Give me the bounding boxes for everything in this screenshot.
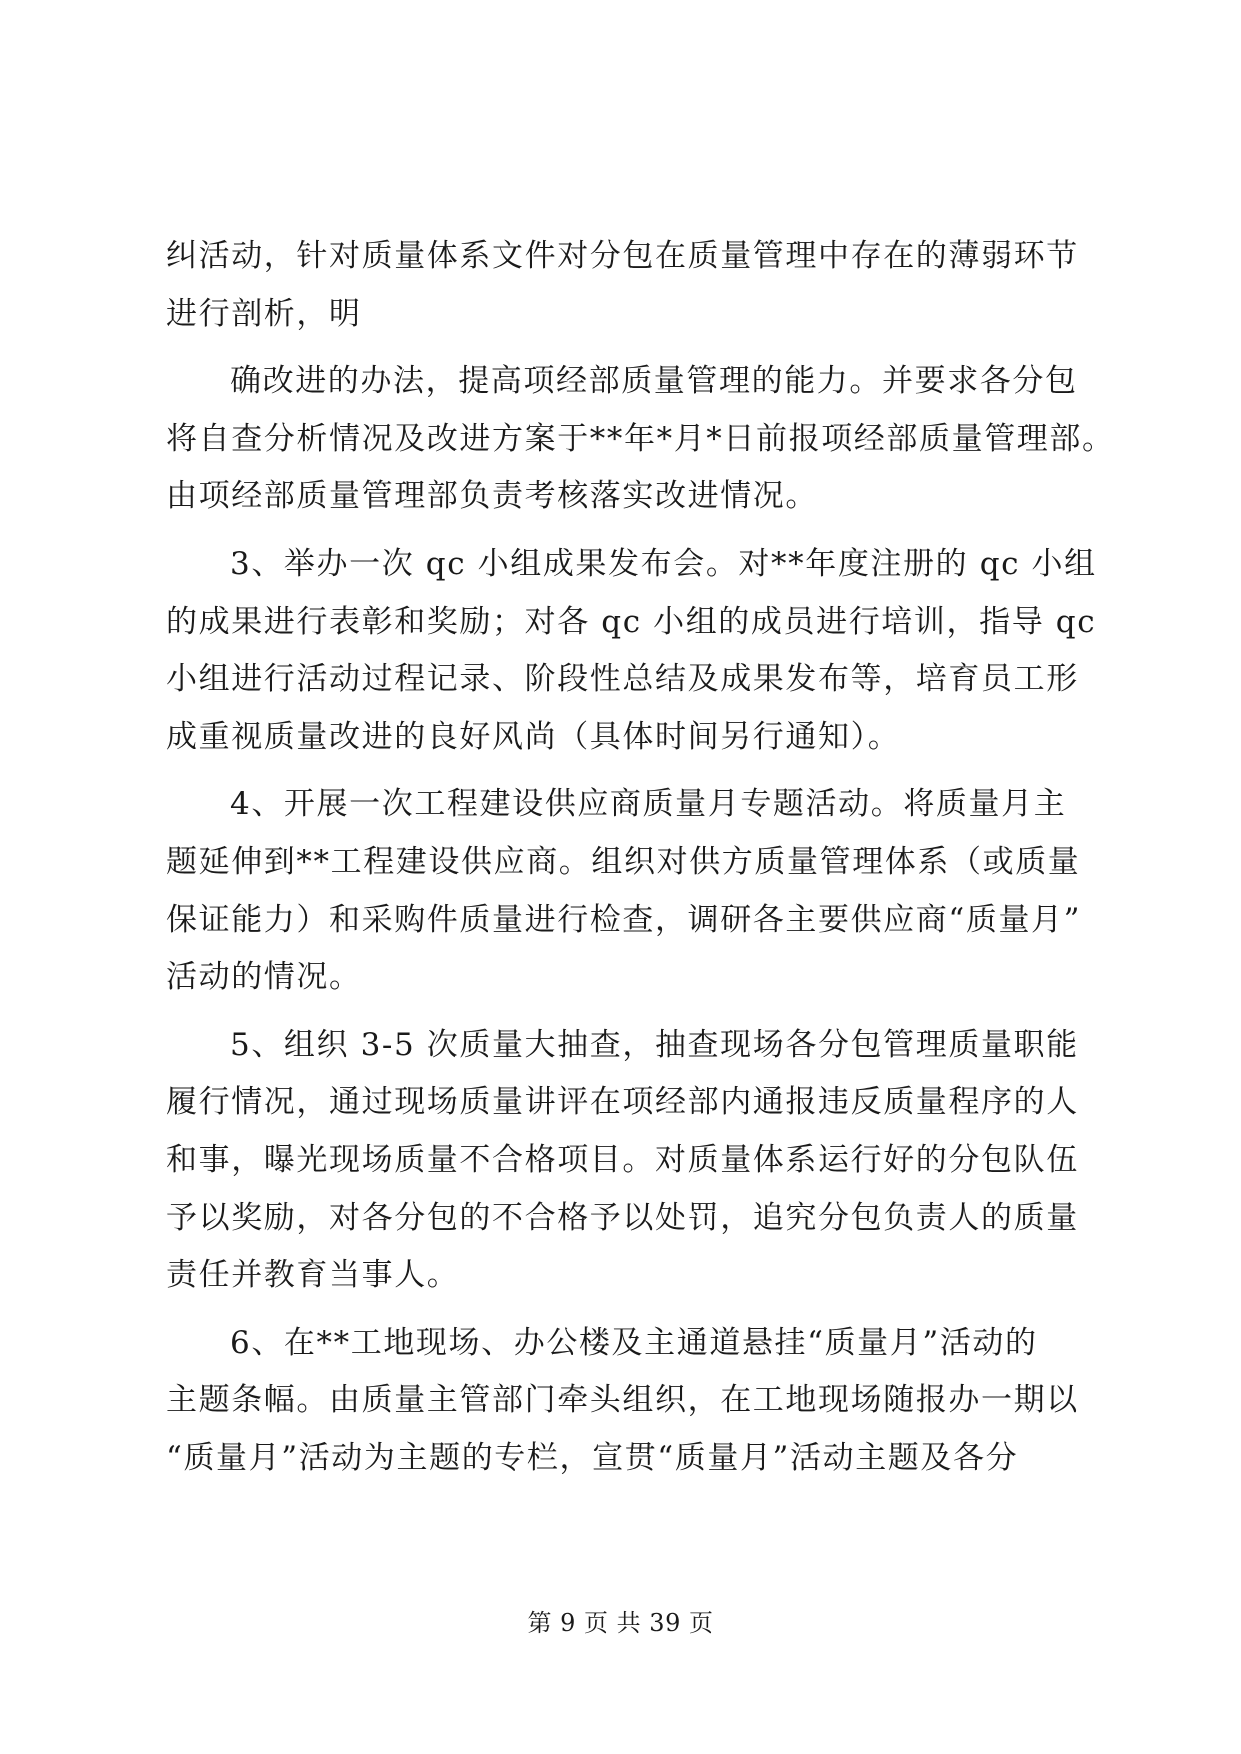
paragraph-item-3 (166, 536, 1097, 766)
text-line: 主题条幅。由质量主管部门牵头组织，在工地现场随报办一期以 (166, 1382, 1079, 1419)
text-line: 5、组织 3-5 次质量大抽查，抽查现场各分包管理质量职能 (230, 1026, 1079, 1063)
paragraph-item-6 (166, 1315, 1079, 1488)
text-line: 4、开展一次工程建设供应商质量月专题活动。将质量月主 (230, 786, 1067, 823)
text-line: 责任并教育当事人。 (166, 1257, 460, 1294)
text-line: 将自查分析情况及改进方案于**年*月*日前报项经部质量管理部。 (166, 420, 1115, 457)
page-number-label: 第 9 页 共 39 页 (527, 1609, 714, 1637)
text-line: 纠活动，针对质量体系文件对分包在质量管理中存在的薄弱环节 (166, 238, 1079, 274)
text-line: 保证能力）和采购件质量进行检查，调研各主要供应商“质量月” (166, 901, 1082, 938)
paragraph-item-5 (166, 1017, 1079, 1305)
text-line: 题延伸到**工程建设供应商。组织对供方质量管理体系（或质量 (166, 843, 1081, 880)
text-line: 3、举办一次 qc 小组成果发布会。对**年度注册的 qc 小组 (230, 545, 1097, 582)
text-line: 确改进的办法，提高项经部质量管理的能力。并要求各分包 (230, 363, 1078, 400)
paragraph-item-4 (166, 776, 1082, 1006)
text-line: 活动的情况。 (166, 959, 362, 996)
document-body (166, 228, 1115, 1487)
text-line: 进行剖析，明 (166, 295, 362, 332)
text-line: 履行情况，通过现场质量讲评在项经部内通报违反质量程序的人 (166, 1084, 1079, 1121)
text-line: 成重视质量改进的良好风尚（具体时间另行通知）。 (166, 718, 901, 755)
text-line: “质量月”活动为主题的专栏，宣贯“质量月”活动主题及各分 (166, 1439, 1019, 1476)
text-line: 6、在**工地现场、办公楼及主通道悬挂“质量月”活动的 (230, 1324, 1038, 1361)
paragraph-1 (166, 228, 1079, 343)
text-line: 由项经部质量管理部负责考核落实改进情况。 (166, 478, 818, 515)
text-line: 的成果进行表彰和奖励；对各 qc 小组的成员进行培训，指导 qc (166, 603, 1097, 640)
text-line: 小组进行活动过程记录、阶段性总结及成果发布等，培育员工形 (166, 661, 1079, 698)
text-line: 和事，曝光现场质量不合格项目。对质量体系运行好的分包队伍 (166, 1141, 1079, 1178)
page-footer (0, 1603, 1241, 1638)
paragraph-2 (166, 353, 1115, 526)
text-line: 予以奖励，对各分包的不合格予以处罚，追究分包负责人的质量 (166, 1199, 1079, 1236)
